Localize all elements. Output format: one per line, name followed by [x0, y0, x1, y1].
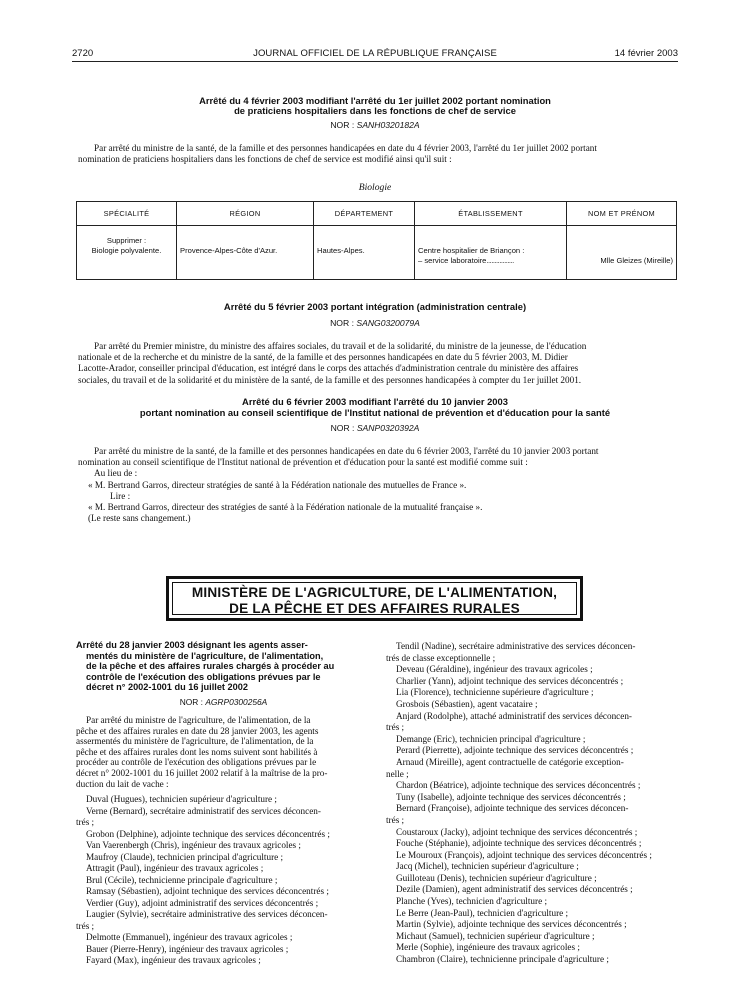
- arrete3-title-line1: Arrêté du 6 février 2003 modifiant l'arrêté du 10 janvier 2003: [242, 396, 508, 407]
- arrete3-nor: [72, 423, 678, 433]
- arrete4-body-line: pêche et des affaires rurales dont les noms suivent sont habilités à: [76, 746, 318, 757]
- table-header-cell: DÉPARTEMENT: [314, 202, 415, 226]
- arrete4-body-line: décret n° 2002-1001 du 16 juillet 2002 relatif à la maîtrise de la pro-: [76, 767, 328, 778]
- arrete3-body-line: « M. Bertrand Garros, directeur des stratégies de santé à la Fédération nationale de la mutualité française ».: [88, 502, 483, 513]
- ministry-heading-box: [166, 576, 583, 621]
- table-cell-etablissement: Centre hospitalier de Briançon : – service laboratoire.................: [415, 226, 567, 280]
- table-cell-specialite: Supprimer : Biologie polyvalente.: [77, 226, 177, 280]
- list-item: Tendil (Nadine), secrétaire administrative des services déconcen-: [396, 641, 636, 651]
- table-header-row: [77, 202, 677, 226]
- list-item: Le Berre (Jean-Paul), technicien d'agriculture ;: [396, 907, 569, 918]
- nor-label: NOR :: [330, 318, 354, 328]
- arrete1-nor: [72, 120, 678, 130]
- ministry-heading-line1: MINISTÈRE DE L'AGRICULTURE, DE L'ALIMENTATION,: [191, 585, 558, 600]
- list-item: Coustaroux (Jacky), adjoint technique des services déconcentrés ;: [396, 826, 638, 837]
- arrete2-body-line: Par arrêté du Premier ministre, du ministre des affaires sociales, du travail et de la solidarité, du ministre de la jeunesse, de l'éducation: [94, 341, 587, 351]
- arrete3-body-line: Au lieu de :: [94, 468, 138, 479]
- nor-code: SANH0320182A: [356, 120, 420, 130]
- list-item: Demange (Eric), technicien principal d'agriculture ;: [396, 733, 586, 744]
- list-item: Ramsay (Sébastien), adjoint technique des services déconcentrés ;: [86, 886, 329, 897]
- arrete4-nor: [76, 696, 371, 708]
- list-item: Deveau (Géraldine), ingénieur des travaux agricoles ;: [396, 664, 593, 675]
- table-header-cell: NOM ET PRÉNOM: [567, 202, 677, 226]
- header-rule: [72, 61, 678, 62]
- arrete4-body-line: pêche et des affaires rurales en date du 28 janvier 2003, les agents: [76, 725, 319, 736]
- list-item: Grobon (Delphine), adjointe technique des services déconcentrés ;: [86, 828, 330, 839]
- arrete3-body-line: Par arrêté du ministre de la santé, de la famille et des personnes handicapées en date du 6 février 2003, l'arrêté du 10 janvier 2003 portant: [94, 446, 599, 456]
- nor-code: SANP0320392A: [356, 423, 420, 433]
- list-item: Tuny (Isabelle), adjointe technique des services déconcentrés ;: [396, 791, 626, 802]
- list-item: Grosbois (Sébastien), agent vacataire ;: [396, 698, 538, 709]
- table-header-cell: ÉTABLISSEMENT: [415, 202, 567, 226]
- arrete4-body: [76, 715, 371, 789]
- table-cell-departement: Hautes-Alpes.: [314, 226, 415, 280]
- list-item: trés ;: [76, 817, 95, 828]
- arrete3-body-line: nomination au conseil scientifique de l'Institut national de prévention et d'éducation pour la santé est modifié comme suit :: [78, 457, 528, 468]
- arrete2-body-line: nationale et de la recherche et du ministre de la santé, de la famille et des personnes handicapées en date du 5 février 2003, M. Didier: [78, 352, 568, 363]
- list-item: Attragit (Paul), ingénieur des travaux agricoles ;: [86, 863, 264, 874]
- arrete4-body-line: assermentés du ministère de l'agriculture, de l'alimentation, de la: [76, 736, 314, 747]
- arrete2-nor: [72, 318, 678, 328]
- list-item: trés de classe exceptionnelle ;: [386, 652, 496, 663]
- arrete4-left-column: [76, 640, 371, 967]
- list-item: Duval (Hugues), technicien supérieur d'agriculture ;: [86, 794, 277, 805]
- arrete1-title-line2: de praticiens hospitaliers dans les fonctions de chef de service: [234, 105, 516, 116]
- list-item: Bauer (Pierre-Henry), ingénieur des travaux agricoles ;: [86, 943, 289, 954]
- arrete2-body-line: Lacotte-Arador, conseiller principal d'éducation, est intégré dans le corps des attachés d'administration centrale du ministère des affaires: [78, 363, 579, 374]
- nor-code: SANG0320079A: [356, 318, 420, 328]
- ministry-heading-line2: DE LA PÊCHE ET DES AFFAIRES RURALES: [229, 601, 520, 616]
- arrete4-body-line: procéder au contrôle de l'exécution des obligations prévues par le: [76, 757, 317, 768]
- nomination-table: [76, 201, 677, 280]
- table-header-cell: RÉGION: [177, 202, 314, 226]
- list-item: Perard (Pierrette), adjointe technique des services déconcentrés ;: [396, 745, 634, 756]
- table-header-cell: SPÉCIALITÉ: [77, 202, 177, 226]
- list-item: Arnaud (Mireille), agent contractuelle de catégorie exception-: [396, 756, 624, 767]
- table-cell-nom: Mlle Gleizes (Mireille): [567, 226, 677, 280]
- list-item: Planche (Yves), technicien d'agriculture ;: [396, 896, 547, 907]
- list-item: Bernard (Françoise), adjointe technique des services déconcen-: [396, 803, 629, 814]
- nor-label: NOR :: [330, 120, 355, 130]
- list-item: Merle (Sophie), ingénieure des travaux agricoles ;: [396, 942, 580, 953]
- arrete1-body-line: nomination de praticiens hospitaliers dans les fonctions de chef de service est modifié ainsi qu'il suit :: [78, 154, 452, 165]
- table-cell-region: Provence-Alpes-Côte d'Azur.: [177, 226, 314, 280]
- subsection-title: Biologie: [358, 182, 392, 193]
- nor-label: NOR :: [179, 696, 203, 707]
- arrete1-body-line: Par arrêté du ministre de la santé, de la famille et des personnes handicapées en date du 4 février 2003, l'arrêté du 1er juillet 2002 portant: [94, 143, 597, 153]
- list-item: Jacq (Michel), technicien supérieur d'agriculture ;: [396, 861, 579, 872]
- arrete3-body-line: (Le reste sans changement.): [88, 513, 191, 524]
- agents-list-right: [386, 641, 678, 966]
- agents-list-left: [76, 794, 371, 967]
- arrete2-body: [78, 341, 676, 386]
- list-item: Chambron (Claire), technicienne principale d'agriculture ;: [396, 954, 609, 965]
- list-item: Laugier (Sylvie), secrétaire administrative des services déconcen-: [86, 909, 328, 920]
- page-header: [72, 48, 678, 62]
- arrete3-body: [78, 446, 676, 524]
- arrete1-body: [78, 143, 676, 165]
- page-number: 2720: [72, 48, 94, 59]
- list-item: Delmotte (Emmanuel), ingénieur des travaux agricoles ;: [86, 932, 293, 943]
- list-item: Guilloteau (Denis), technicien supérieur d'agriculture ;: [396, 872, 597, 883]
- arrete2-title: Arrêté du 5 février 2003 portant intégration (administration centrale): [223, 301, 527, 312]
- list-item: Fouche (Stéphanie), adjointe technique des services déconcentrés ;: [396, 838, 642, 849]
- list-item: Van Vaerenbergh (Chris), ingénieur des travaux agricoles ;: [86, 840, 301, 851]
- list-item: Verne (Bernard), secrétaire administratif des services déconcen-: [86, 805, 321, 816]
- nor-code: AGRP0300256A: [205, 696, 268, 707]
- journal-title: JOURNAL OFFICIEL DE LA RÉPUBLIQUE FRANÇAISE: [253, 48, 497, 59]
- publication-date: 14 février 2003: [614, 48, 678, 59]
- list-item: Dezile (Damien), agent administratif des services déconcentrés ;: [396, 884, 633, 895]
- list-item: Anjard (Rodolphe), attaché administratif des services déconcen-: [396, 710, 632, 721]
- list-item: Brul (Cécile), technicienne principale d'agriculture ;: [86, 874, 278, 885]
- list-item: Le Mouroux (François), adjoint technique des services déconcentrés ;: [396, 849, 652, 860]
- list-item: trés ;: [76, 920, 95, 931]
- arrete4-title: Arrêté du 28 janvier 2003 désignant les agents asser- mentés du ministère de l'agriculture, de l'alimentation, de la pêche et des affaires rurales chargés à procéder au contrôle de l'exécution des obligations prévues par le décret n° 2002-1001 du 16 juillet 2002: [76, 640, 335, 693]
- list-item: Michaut (Samuel), technicien supérieur d'agriculture ;: [396, 930, 595, 941]
- arrete1-title-line1: Arrêté du 4 février 2003 modifiant l'arrêté du 1er juillet 2002 portant nomination: [199, 95, 551, 106]
- list-item: Martin (Sylvie), adjointe technique des services déconcentrés ;: [396, 919, 627, 930]
- list-item: Verdier (Guy), adjoint administratif des services déconcentrés ;: [86, 897, 319, 908]
- arrete4-body-line: duction du lait de vache :: [76, 778, 169, 789]
- list-item: nelle ;: [386, 768, 409, 779]
- arrete4-body-line: Par arrêté du ministre de l'agriculture, de l'alimentation, de la: [86, 714, 311, 725]
- arrete2-body-line: sociales, du travail et de la solidarité et du ministère de la santé, de la famille et des personnes handicapées à compter du 1er juillet 2001.: [78, 374, 582, 385]
- list-item: trés ;: [386, 814, 405, 825]
- list-item: trés ;: [386, 722, 405, 733]
- list-item: Lia (Florence), technicienne supérieure d'agriculture ;: [396, 687, 594, 698]
- arrete3-title-line2: portant nomination au conseil scientifique de l'Institut national de prévention et d'éducation pour la santé: [139, 407, 611, 418]
- arrete3-body-line: « M. Bertrand Garros, directeur stratégies de santé à la Fédération nationale des mutuelles de France ».: [88, 479, 467, 490]
- list-item: Charlier (Yann), adjoint technique des services déconcentrés ;: [396, 675, 624, 686]
- list-item: Maufroy (Claude), technicien principal d'agriculture ;: [86, 851, 284, 862]
- table-row: [77, 226, 677, 280]
- arrete3-body-line: Lire :: [110, 490, 131, 501]
- list-item: Fayard (Max), ingénieur des travaux agricoles ;: [86, 955, 261, 966]
- nor-label: NOR :: [330, 423, 355, 433]
- list-item: Chardon (Béatrice), adjointe technique des services déconcentrés ;: [396, 780, 641, 791]
